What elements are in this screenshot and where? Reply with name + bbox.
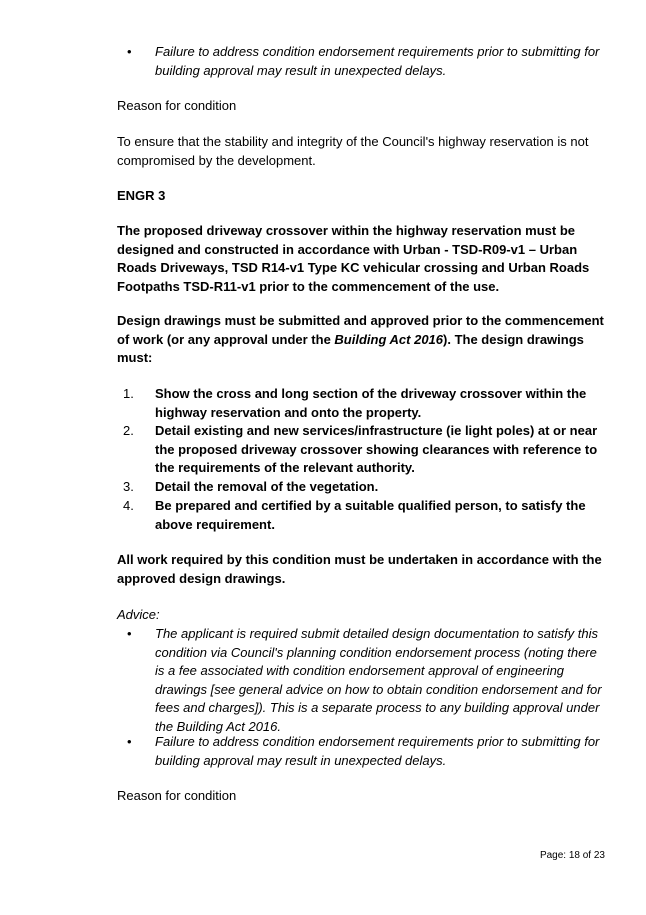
advice-bullet-item [117,733,607,770]
condition-paragraph-3: All work required by this condition must be undertaken in accordance with the approved design drawings. [117,552,602,586]
item-text: Detail existing and new services/infrastructure (ie light poles) at or near the proposed driveway crossover showing clearances with reference to the requirements of the relevant authority. [155,423,598,475]
advice-bullet-item [117,43,607,80]
item-number: 2. [123,423,134,438]
advice-label: Advice: [117,607,160,622]
advice-bullet-item [117,625,607,736]
item-number: 4. [123,498,134,513]
item-number: 1. [123,386,134,401]
page-number: Page: 18 of 23 [539,850,605,861]
paragraph-2-post: ). The design drawings must: [117,331,584,365]
item-text: Detail the removal of the vegetation. [155,479,379,494]
reason-heading: Reason for condition [117,788,237,803]
condition-paragraph-1: The proposed driveway crossover within the highway reservation must be designed and constructed in accordance with Urban - TSD-R09-v1 – Urban Roads Driveways, TSD R14-v1 Type KC vehicular crossing and Urban Roads Footpaths TSD-R11-v1 prior to the commencement of the use. [117,223,590,294]
advice-bullet-text: The applicant is required submit detailed design documentation to satisfy this condition via Council's planning condition endorsement process (noting there is a fee associated with condition endorsement approval of engineering drawings [see general advice on how to obtain condition endorsement and for fees and charges]). This is a separate process to any building approval under the Building Act 2016. [155,626,602,734]
numbered-item [117,422,607,478]
item-number: 3. [123,479,134,494]
numbered-item [117,497,607,534]
bullet-icon: • [127,734,132,749]
reason-heading: Reason for condition [117,98,237,113]
advice-bullet-text: Failure to address condition endorsement requirements prior to submitting for building approval may result in unexpected delays. [155,44,600,78]
paragraph-2-pre: Design drawings must be submitted and approved prior to the commencement of work (or any approval under the [117,313,604,347]
reason-text: To ensure that the stability and integrity of the Council's highway reservation is not compromised by the development. [117,134,589,168]
item-text: Show the cross and long section of the driveway crossover within the highway reservation and onto the property. [155,386,587,420]
numbered-item [117,478,607,497]
bullet-icon: • [127,626,132,641]
numbered-item [117,385,607,422]
bullet-icon: • [127,44,132,59]
item-text: Be prepared and certified by a suitable qualified person, to satisfy the above requirement. [155,498,586,532]
condition-title: ENGR 3 [117,188,166,203]
building-act-reference: Building Act 2016 [334,331,444,347]
advice-bullet-text: Failure to address condition endorsement requirements prior to submitting for building approval may result in unexpected delays. [155,734,600,768]
condition-paragraph-2 [117,312,607,368]
